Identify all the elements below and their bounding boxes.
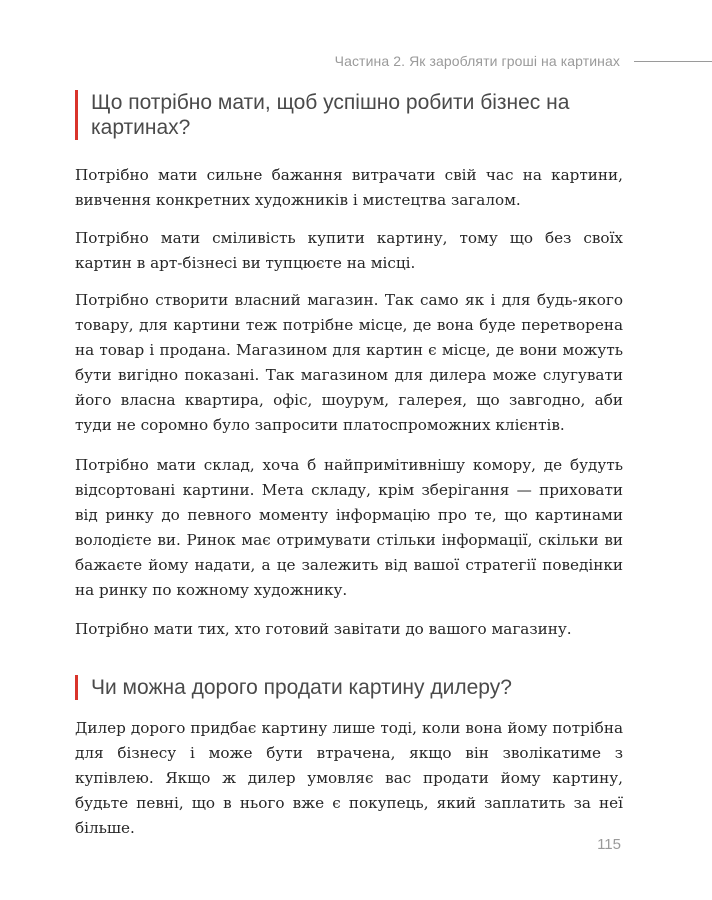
paragraph-5: Потрібно мати тих, хто готовий завітати до вашого магазину. [75,620,572,638]
running-header [335,52,712,70]
paragraph-3: Потрібно створити власний магазин. Так само як і для будь-якого товару, для картини теж потрібне місце, де вона буде перетворена на товар і продана. Магазином для картин є місце, де вони можуть бути вигідно показані. Так магазином для дилера може слугувати його власна квартира, офіс, шоурум, галерея, що завгодно, аби туди не соромно було запросити платоспроможних клієнтів. [75,291,623,434]
paragraph-1: Потрібно мати сильне бажання витрачати свій час на картини, вивчення конкретних художників і мистецтва загалом. [75,166,623,209]
paragraph-2: Потрібно мати сміливість купити картину, тому що без своїх картин в арт-бізнесі ви тупцюєте на місці. [75,229,623,272]
paragraph-6: Дилер дорого придбає картину лише тоді, коли вона йому потрібна для бізнесу і може бути втрачена, якщо він зволікатиме з купівлею. Якщо ж дилер умовляє вас продати йому картину, будьте певні, що в нього вже є покупець, який заплатить за неї більше. [75,719,623,837]
section-heading-2: Чи можна дорого продати картину дилеру? [75,675,623,700]
section-heading-1: Що потрібно мати, щоб успішно робити бізнес на картинах? [75,90,623,140]
running-header-title: Частина 2. Як заробляти гроші на картинах [334,53,620,69]
page-number: 115 [597,836,621,853]
paragraph-4: Потрібно мати склад, хоча б найпримітивнішу комору, де будуть відсортовані картини. Мета складу, крім зберігання — приховати від ринку до певного моменту інформацію про те, що картинами володієте ви. Ринок має отримувати стільки інформації, скільки ви бажаєте йому надати, а це залежить від вашої стратегії поведінки на ринку по кожному художнику. [75,456,623,599]
running-header-rule [634,61,712,62]
